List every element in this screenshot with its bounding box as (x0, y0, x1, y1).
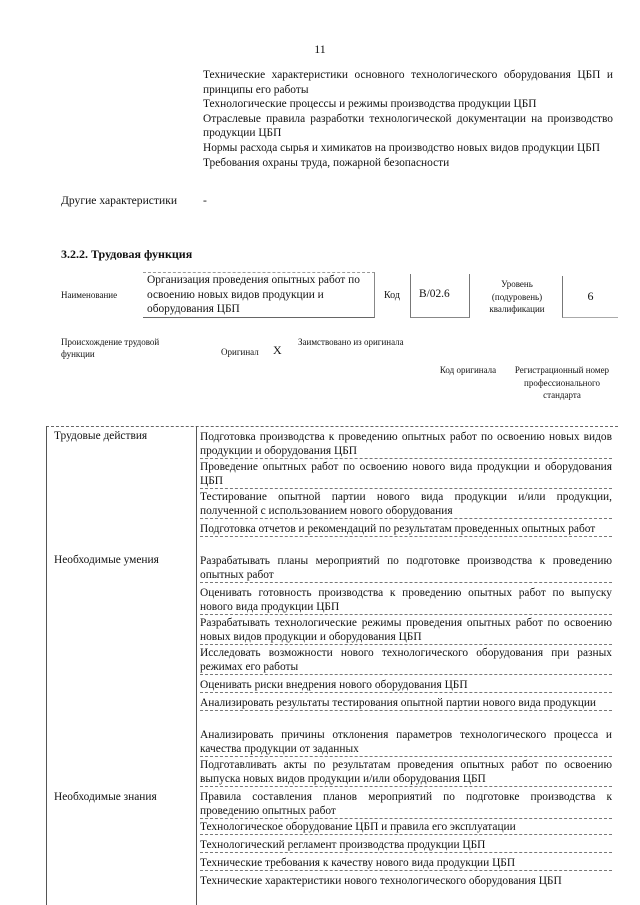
table-row: Разрабатывать технологические режимы проведения опытных работ по освоению новых видов продукции и оборудования ЦБП (200, 617, 612, 643)
table-row: Подготовка отчетов и рекомендаций по результатам проведенных опытных работ (200, 522, 612, 537)
table-row: Проведение опытных работ по освоению нового вида продукции и оборудования ЦБП (200, 461, 612, 487)
table-row: Анализировать причины отклонения параметров технологического процесса и качества продукции от заданных (200, 729, 612, 755)
table-row: Разрабатывать планы мероприятий по подготовке производства к проведению опытных работ (200, 555, 612, 581)
function-table (46, 426, 618, 905)
level-label: Уровень (подуровень) квалификации (489, 279, 545, 314)
function-name: Организация проведения опытных работ по освоению новых видов продукции и оборудования ЦБП (143, 272, 375, 318)
list-item: Отраслевые правила разработки технологической документации на производство продукции ЦБП (203, 112, 613, 140)
category-skills: Необходимые умения (54, 554, 159, 566)
table-row: Правила составления планов мероприятий по подготовке производства к проведению опытных работ (200, 791, 612, 817)
table-row: Технические требования к качеству нового вида продукции ЦБП (200, 856, 612, 871)
list-item: Требования охраны труда, пожарной безопасности (203, 156, 450, 169)
table-row: Подготавливать акты по результатам проведения опытных работ по освоению выпуска новых видов продукции и/или оборудования ЦБП (200, 759, 612, 785)
table-row: Исследовать возможности нового технологического оборудования при разных режимах его работы (200, 647, 612, 673)
table-row: Технологический регламент производства продукции ЦБП (200, 838, 612, 853)
level-value: 6 (562, 276, 618, 318)
list-item: Технические характеристики основного технологического оборудования ЦБП и принципы его работы (203, 69, 613, 96)
table-divider (196, 426, 197, 905)
table-row: Оценивать риски внедрения нового оборудования ЦБП (200, 678, 612, 693)
table-row: Анализировать результаты тестирования опытной партии нового вида продукции (200, 696, 612, 711)
other-characteristics-value: - (203, 194, 207, 207)
code-value: B/02.6 (410, 274, 470, 318)
code-original-label: Код оригинала (439, 365, 497, 375)
knowledge-list-continued (203, 68, 613, 170)
table-top-border (46, 426, 618, 427)
table-row: Тестирование опытной партии нового вида продукции и/или продукции, полученной с использованием нового оборудования (200, 491, 612, 517)
table-left-border (46, 426, 47, 905)
borrowed-label: Заимствовано из оригинала (298, 337, 404, 347)
name-label: Наименование (61, 290, 118, 300)
category-labor-actions: Трудовые действия (54, 430, 148, 442)
category-knowledge: Необходимые знания (54, 791, 157, 803)
page-number: 11 (314, 42, 326, 56)
table-row: Технологическое оборудование ЦБП и правила его эксплуатации (200, 820, 612, 835)
reg-number-label: Регистрационный номер профессионального стандарта (514, 365, 610, 400)
list-item: Технологические процессы и режимы производства продукции ЦБП (203, 98, 537, 111)
origin-label: Происхождение трудовой функции (61, 337, 160, 359)
section-heading: 3.2.2. Трудовая функция (61, 247, 193, 261)
original-label: Оригинал (221, 347, 259, 357)
original-mark: X (273, 343, 282, 357)
other-characteristics-label: Другие характеристики (61, 194, 178, 207)
table-row: Оценивать готовность производства к проведению опытных работ по выпуску нового вида продукции ЦБП (200, 587, 612, 613)
table-row: Подготовка производства к проведению опытных работ по освоению новых видов продукции и оборудования ЦБП (200, 431, 612, 457)
code-label: Код (384, 290, 400, 301)
list-item: Нормы расхода сырья и химикатов на производство новых видов продукции ЦБП (203, 141, 601, 154)
table-row: Технические характеристики нового технологического оборудования ЦБП (200, 875, 562, 887)
